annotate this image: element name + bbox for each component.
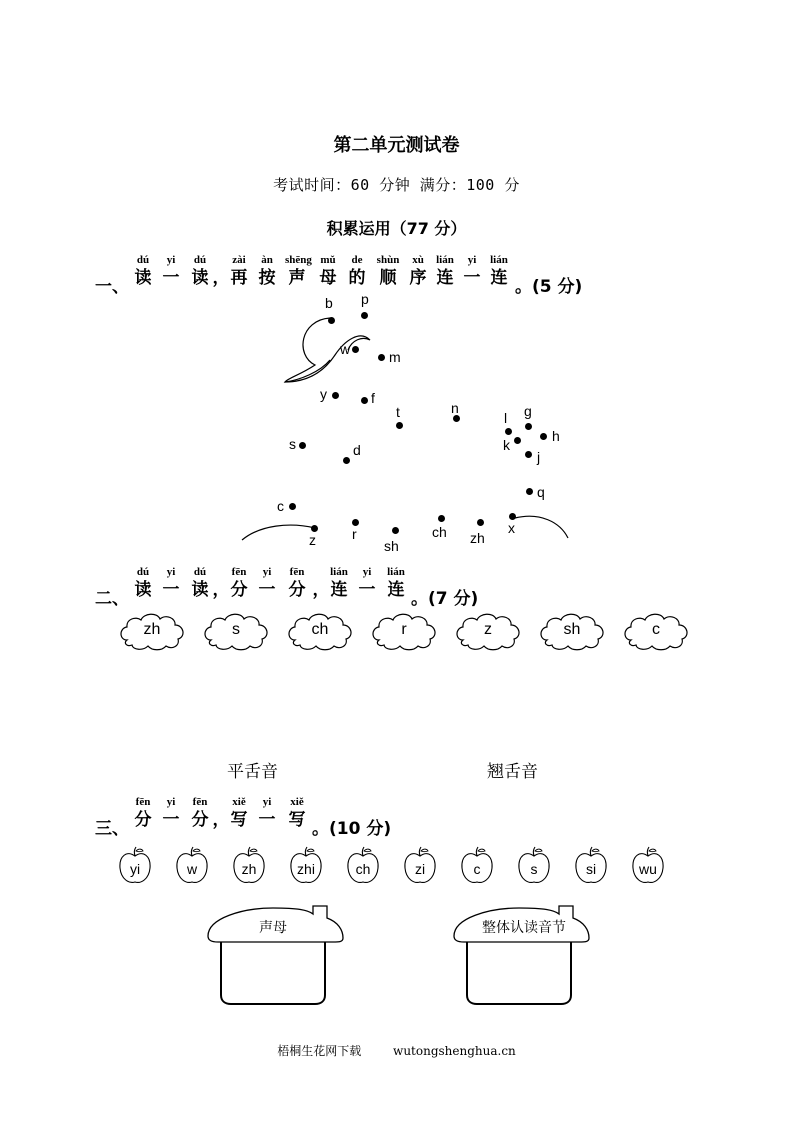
apple-card[interactable] (459, 846, 495, 886)
apple-card[interactable] (117, 846, 153, 886)
score-note: 。(5 分) (515, 277, 583, 297)
dot-point (509, 513, 516, 520)
exam-info: 考试时间：60 分钟 满分：100 分 (273, 176, 520, 194)
hanzi: 读 (134, 268, 152, 288)
dot-point (343, 457, 350, 464)
question-3 (95, 794, 715, 844)
dot-label: j (537, 449, 541, 465)
pinyin: yi (262, 796, 272, 808)
dot-point (514, 437, 521, 444)
dot-point (525, 423, 532, 430)
pinyin: dú (136, 254, 150, 266)
apple-card[interactable] (573, 846, 609, 886)
dot-point (361, 397, 368, 404)
apple-label: w (186, 861, 198, 877)
dot-point (477, 519, 484, 526)
cloud-card[interactable] (453, 610, 523, 652)
hanzi: ， (212, 810, 230, 830)
hanzi: 声 (288, 268, 306, 288)
pinyin: yi (166, 254, 176, 266)
cloud-label: sh (563, 621, 581, 638)
dot-point (378, 354, 385, 361)
cloud-label: z (484, 621, 492, 638)
pinyin: shēng (285, 254, 312, 266)
ruby-char (159, 564, 183, 600)
dot-label: s (289, 436, 296, 452)
pinyin: xiě (232, 796, 246, 808)
pinyin: mǔ (320, 254, 336, 266)
apple-label: zhi (297, 861, 315, 877)
hanzi: 一 (162, 268, 180, 288)
score-note: 。(10 分) (312, 819, 392, 839)
dot-point (311, 525, 318, 532)
ruby-char (376, 252, 400, 288)
ruby-char (327, 564, 351, 600)
dot-label: x (508, 520, 515, 536)
ruby-char (227, 252, 251, 288)
hanzi: 一 (358, 580, 376, 600)
pinyin: yi (166, 796, 176, 808)
cloud-card[interactable] (621, 610, 691, 652)
pinyin: xiě (290, 796, 304, 808)
pinyin: lián (436, 254, 454, 266)
cloud-card[interactable] (285, 610, 355, 652)
pinyin: de (351, 254, 363, 266)
cloud-card[interactable] (201, 610, 271, 652)
dot-point (438, 515, 445, 522)
question-number: 一、 (95, 277, 129, 297)
footer-url: wutongshenghua.cn (393, 1044, 516, 1058)
ruby-char (285, 794, 309, 830)
pinyin: dú (193, 254, 207, 266)
hanzi: 连 (387, 580, 405, 600)
ruby-char (131, 252, 155, 288)
dot-point (392, 527, 399, 534)
pinyin: xù (412, 254, 424, 266)
dot-point (352, 346, 359, 353)
category-flat-tongue: 平舌音 (227, 762, 278, 782)
dot-label: w (340, 341, 351, 357)
ruby-char (487, 252, 511, 288)
ruby-char (384, 564, 408, 600)
dot-point (505, 428, 512, 435)
hanzi: ， (312, 580, 330, 600)
hanzi: 一 (463, 268, 481, 288)
question-1 (95, 252, 715, 302)
section-heading: 积累运用（77 分） (326, 219, 467, 238)
pinyin: shùn (376, 254, 400, 266)
dot-label: p (361, 291, 369, 307)
pinyin: àn (261, 254, 273, 266)
hanzi: 分 (230, 580, 248, 600)
pinyin: dú (136, 566, 150, 578)
dot-label: g (524, 403, 532, 419)
hanzi: 按 (258, 268, 276, 288)
dot-point (453, 415, 460, 422)
cloud-card[interactable] (537, 610, 607, 652)
dot-label: m (389, 349, 401, 365)
cloud-label: ch (311, 621, 329, 638)
pinyin: lián (387, 566, 405, 578)
dot-label: sh (384, 538, 399, 554)
ruby-char (345, 252, 369, 288)
pinyin: fēn (192, 796, 208, 808)
hanzi: 读 (191, 580, 209, 600)
pinyin: yi (166, 566, 176, 578)
house-whole-label: 整体认读音节 (482, 920, 566, 936)
hanzi: 序 (409, 268, 427, 288)
ruby-char (316, 252, 340, 288)
hanzi: 写 (230, 810, 248, 830)
apple-card[interactable] (288, 846, 324, 886)
footer-site: 梧桐生花网下载 (277, 1044, 362, 1058)
dot-label: r (352, 526, 357, 542)
pinyin: dú (193, 566, 207, 578)
dot-point (352, 519, 359, 526)
hanzi: 写 (288, 810, 306, 830)
hanzi: 再 (230, 268, 248, 288)
dot-label: h (552, 428, 560, 444)
pinyin: lián (490, 254, 508, 266)
ruby-char (406, 252, 430, 288)
dot-label: z (309, 532, 316, 548)
ruby-char (355, 564, 379, 600)
hanzi: 连 (330, 580, 348, 600)
dot-point (525, 451, 532, 458)
dot-label: l (504, 410, 508, 426)
pinyin: fēn (289, 566, 305, 578)
hanzi: 读 (191, 268, 209, 288)
dot-point (328, 317, 335, 324)
dot-point (332, 392, 339, 399)
pinyin: yi (262, 566, 272, 578)
apple-card[interactable] (231, 846, 267, 886)
hanzi: 母 (319, 268, 337, 288)
cloud-label: s (232, 621, 240, 638)
hanzi: 分 (191, 810, 209, 830)
dot-label: k (503, 437, 510, 453)
score-note: 。(7 分) (411, 589, 479, 609)
hanzi: 连 (490, 268, 508, 288)
hanzi: ， (212, 268, 230, 288)
hanzi: 读 (134, 580, 152, 600)
question-number: 三、 (95, 819, 129, 839)
question-2 (95, 564, 715, 614)
pinyin: fēn (135, 796, 151, 808)
page-title: 第二单元测试卷 (333, 135, 460, 156)
hanzi: 分 (134, 810, 152, 830)
cloud-label: r (401, 621, 407, 638)
ruby-char (433, 252, 457, 288)
apple-card[interactable] (630, 846, 666, 886)
apple-label: wu (639, 861, 657, 877)
dot-label: q (537, 484, 545, 500)
apple-label: zi (414, 861, 426, 877)
dot-point (396, 422, 403, 429)
pinyin: fēn (231, 566, 247, 578)
category-retroflex: 翘舌音 (487, 762, 538, 782)
dot-label: t (396, 404, 400, 420)
ruby-char (285, 564, 309, 600)
hanzi: 连 (436, 268, 454, 288)
dot-label: ch (432, 524, 447, 540)
ruby-char (255, 794, 279, 830)
ruby-char (159, 252, 183, 288)
dot-label: n (451, 400, 459, 416)
apple-label: c (473, 861, 481, 877)
dot-label: f (371, 390, 375, 406)
cloud-card[interactable] (369, 610, 439, 652)
ruby-char (159, 794, 183, 830)
apple-card[interactable] (516, 846, 552, 886)
hanzi: 一 (162, 580, 180, 600)
dot-label: c (277, 498, 284, 514)
ruby-char (131, 564, 155, 600)
hanzi: 一 (258, 580, 276, 600)
hanzi: ， (212, 580, 230, 600)
dot-point (299, 442, 306, 449)
dot-label: y (320, 386, 327, 402)
hanzi: 一 (162, 810, 180, 830)
dot-point (289, 503, 296, 510)
pinyin: yi (467, 254, 477, 266)
hanzi: 的 (348, 268, 366, 288)
dot-point (526, 488, 533, 495)
cloud-card[interactable] (117, 610, 187, 652)
cloud-label: c (652, 621, 660, 638)
hanzi: 一 (258, 810, 276, 830)
hanzi: 顺 (379, 268, 397, 288)
pinyin: zài (232, 254, 246, 266)
apple-label: zh (241, 861, 257, 877)
cloud-label: zh (143, 621, 161, 638)
hanzi: 分 (288, 580, 306, 600)
dot-label: zh (470, 530, 485, 546)
apple-card[interactable] (402, 846, 438, 886)
ruby-char (255, 564, 279, 600)
ruby-char (255, 252, 279, 288)
house-initials-label: 声母 (259, 920, 287, 936)
ruby-char (285, 252, 312, 288)
apple-label: s (530, 861, 538, 877)
dot-label: d (353, 442, 361, 458)
dot-label: b (325, 295, 333, 311)
dot-point (540, 433, 547, 440)
apple-label: ch (355, 861, 371, 877)
dot-point (361, 312, 368, 319)
apple-label: yi (129, 861, 141, 877)
question-number: 二、 (95, 589, 129, 609)
ruby-char (460, 252, 484, 288)
footer (0, 1042, 793, 1059)
pinyin: yi (362, 566, 372, 578)
ruby-char (227, 794, 251, 830)
apple-card[interactable] (345, 846, 381, 886)
apple-card[interactable] (174, 846, 210, 886)
apple-label: si (585, 861, 597, 877)
ruby-char (227, 564, 251, 600)
ruby-char (131, 794, 155, 830)
pinyin: lián (330, 566, 348, 578)
